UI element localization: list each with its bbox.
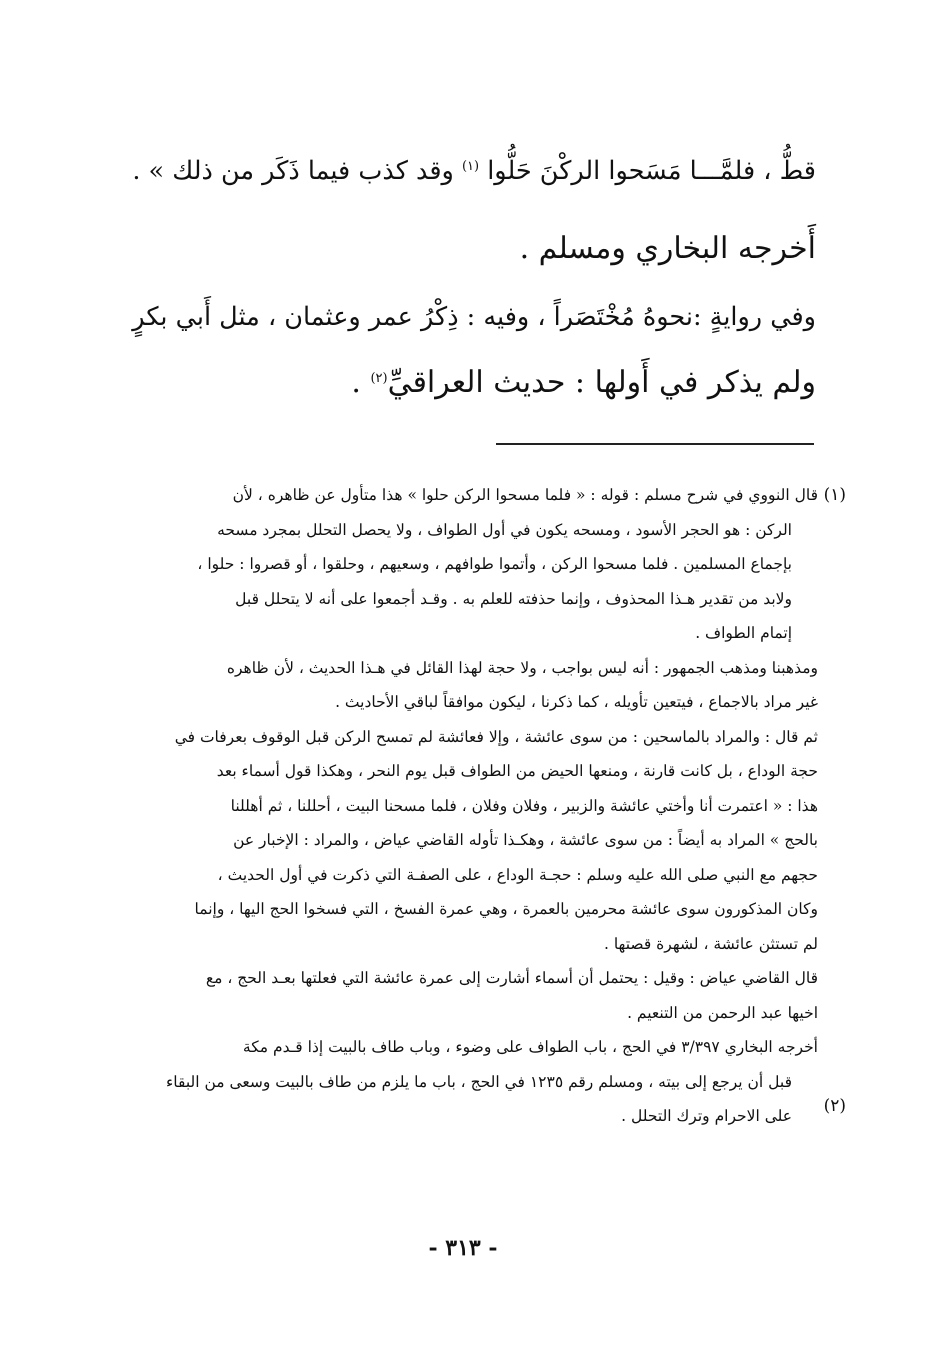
footnote-separator <box>496 443 814 445</box>
footnote-1-line: الركن : هو الحجر الأسود ، ومسحه يكون في أول الطواف ، ولا يحصل التحلل بمجرد مسحه <box>217 520 792 539</box>
footnote-1-paragraph-3-line: وكان المذكورون سوى عائشة محرمين بالعمرة ، وهي عمرة الفسخ ، التي فسخوا الحج اليها ، وإنما <box>194 900 818 918</box>
footnote-1-paragraph-3-line: لم تستثن عائشة ، لشهرة قصتها . <box>603 934 818 953</box>
page-number: - ٣١٣ - <box>428 1235 498 1261</box>
footnote-1-paragraph-2-line: ومذهبنا ومذهب الجمهور : أنه ليس بواجب ، ولا حجة لهذا القائل في هـذا الحديث ، لأن ظاهره <box>226 658 818 677</box>
footnote-1-line: إتمام الطواف . <box>695 624 792 642</box>
footnote-1-line: ولابد من تقدير هـذا المحذوف ، وإنما حذفته للعلم به . وقـد أجمعوا على أنه لا يتحلل قبل <box>235 589 792 608</box>
main-text-line-1 <box>126 156 816 186</box>
footnote-1-paragraph-3-line: هذا : « اعتمرت أنا وأختي عائشة والزبير ، وفلان وفلان ، فلما مسحنا البيت ، أحللنا ، ثم أهللنا <box>230 796 818 815</box>
main-text-line-4-start: ولم يذكر في أَولها : حديث العراقيِّ <box>387 365 816 400</box>
main-text-line-4 <box>126 365 816 400</box>
footnote-marker-1: (١) <box>461 159 480 174</box>
main-text-line-3: وفي روايةٍ :نحوهُ مُخْتَصَراً ، وفيه : ذِكْرُ عمر وعثمان ، مثل أَبي بكرٍ <box>132 302 816 332</box>
footnote-2-line: قبل أن يرجع إلى بيته ، ومسلم رقم ١٢٣٥ في الحج ، باب ما يلزم من طاف بالبيت وسعى من البقاء <box>166 1072 792 1091</box>
footnote-1-paragraph-3-line: بالحج » المراد به أيضاً : من سوى عائشة ، وهكـذا تأوله القاضي عياض ، والمراد : الإخبار عن <box>233 831 818 849</box>
main-text-line-4-end: . <box>351 365 371 400</box>
footnote-2-line: أخرجه البخاري ٣/٣٩٧ في الحج ، باب الطواف على وضوء ، وباب طاف بالبيت إذا قـدم مكة <box>242 1038 818 1056</box>
main-text <box>126 140 816 398</box>
footnote-1-line: بإجماع المسلمين . فلما مسحوا الركن ، وأتموا طوافهم ، وسعيهم ، وحلقوا ، أو قصروا : حلوا ، <box>197 555 792 573</box>
footnote-1-line: قال النووي في شرح مسلم : قوله : « فلما مسحوا الركن حلوا » هذا متأول عن ظاهره ، لأن <box>232 486 818 504</box>
main-text-line-2: أَخرجه البخاري ومسلم . <box>519 231 816 266</box>
main-text-line-1-end: وقد كذب فيما ذَكَر من ذلك » . <box>132 156 462 186</box>
footnote-marker-2: (٢) <box>370 371 388 386</box>
footnote-1-number: (١) <box>823 485 846 505</box>
footnote-1-paragraph-2-line: غير مراد بالاجماع ، فيتعين تأويله ، كما ذكرنا ، ليكون موافقاً لباقي الأحاديث . <box>335 693 818 711</box>
footnotes <box>103 478 818 1134</box>
footnote-2-number: (٢) <box>823 1096 846 1116</box>
footnote-2-line: على الاحرام وترك التحلل . <box>621 1107 792 1125</box>
footnote-1-paragraph-3-line: ثم قال : والمراد بالماسحين : من سوى عائشة ، وإلا فعائشة لم تمسح الركن قبل الوقوف بعرفات في <box>174 727 818 746</box>
footnote-1-paragraph-3-line: حجة الوداع ، بل كانت قارنة ، ومنعها الحيض من الطواف قبل يوم النحر ، وهكذا قول أسماء بعد <box>216 762 818 780</box>
main-text-line-1-start: قطُّ ، فلمَّـــا مَسَحوا الركْنَ حَلُّوا <box>487 156 816 186</box>
footnote-1-paragraph-4-line: اخيها عبد الرحمن من التنعيم . <box>627 1003 818 1022</box>
footnote-1-paragraph-3-line: حجهم مع النبي صلى الله عليه وسلم : حجـة الوداع ، على الصفـة التي ذكرت في أول الحديث ، <box>217 865 818 884</box>
footnote-1-paragraph-4-line: قال القاضي عياض : وقيل : يحتمل أن أسماء أشارت إلى عمرة عائشة التي فعلتها بعـد الحج ، مع <box>205 969 818 987</box>
